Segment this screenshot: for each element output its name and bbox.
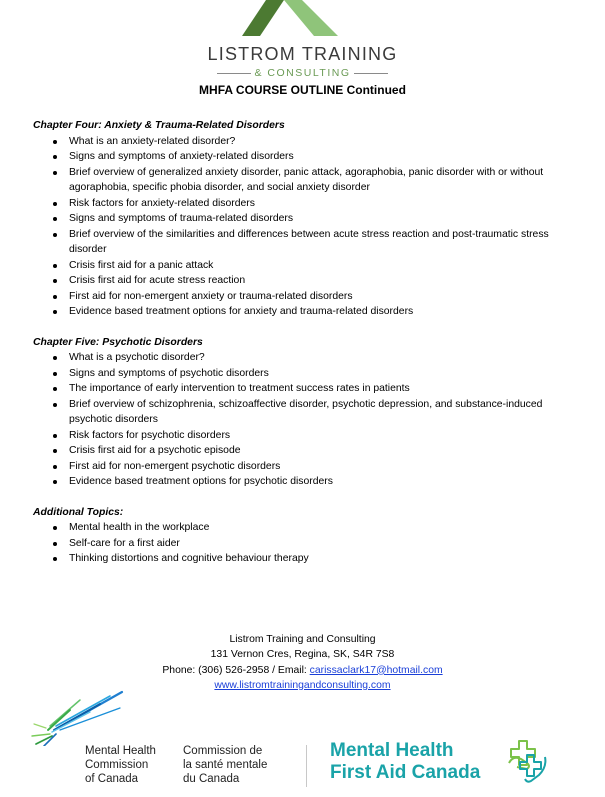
section-heading: Chapter Five: Psychotic Disorders (33, 336, 203, 348)
logo-divider (306, 745, 307, 787)
bullet-list (33, 134, 573, 320)
list-item: Thinking distortions and cognitive behaviour therapy (33, 551, 573, 567)
list-item: Self-care for a first aider (33, 536, 573, 552)
course-outline (33, 118, 573, 582)
list-item: First aid for non-emergent anxiety or trauma-related disorders (33, 289, 573, 305)
mhcc-fr-line: la santé mentale (183, 759, 268, 771)
brand-subtitle-text: & CONSULTING (254, 67, 351, 79)
subtitle-rule-left (217, 73, 251, 74)
mhfa-line: Mental Health (330, 740, 454, 761)
list-item: Mental health in the workplace (33, 520, 573, 536)
website-link[interactable]: www.listromtrainingandconsulting.com (214, 679, 391, 691)
mhcc-en-line: Mental Health (85, 745, 156, 757)
section-chapter-five (33, 335, 573, 490)
list-item: Risk factors for psychotic disorders (33, 428, 573, 444)
document-title: MHFA COURSE OUTLINE Continued (199, 83, 406, 97)
list-item: Crisis first aid for a psychotic episode (33, 443, 573, 459)
list-item: What is a psychotic disorder? (33, 350, 573, 366)
brand-name: LISTROM TRAINING (207, 44, 398, 64)
bullet-list (33, 520, 573, 567)
list-item: Evidence based treatment options for anxiety and trauma-related disorders (33, 304, 573, 320)
list-item: Crisis first aid for acute stress reaction (33, 273, 573, 289)
footer-phone-line (0, 663, 605, 678)
list-item: Signs and symptoms of anxiety-related disorders (33, 149, 573, 165)
listrom-logo-icon (242, 0, 338, 36)
mhcc-fr-line: du Canada (183, 773, 240, 785)
subtitle-rule-right (354, 73, 388, 74)
mhfa-hands-cross-icon (505, 737, 549, 783)
section-additional-topics (33, 505, 573, 567)
list-item: Evidence based treatment options for psychotic disorders (33, 474, 573, 490)
mhfa-logo-text (330, 740, 480, 784)
section-heading: Chapter Four: Anxiety & Trauma-Related Disorders (33, 120, 285, 131)
section-heading: Additional Topics: (33, 506, 124, 518)
mhcc-english-name (85, 744, 156, 786)
mhcc-french-name (183, 744, 267, 786)
list-item: Brief overview of the similarities and differences between acute stress reaction and post-traumatic stress disorder (33, 227, 573, 258)
list-item: Signs and symptoms of psychotic disorders (33, 366, 573, 382)
section-chapter-four (33, 118, 573, 320)
list-item: The importance of early intervention to treatment success rates in patients (33, 381, 573, 397)
list-item: Signs and symptoms of trauma-related disorders (33, 211, 573, 227)
list-item: Brief overview of generalized anxiety disorder, panic attack, agoraphobia, panic disorder with or without agoraphobia, specific phobia disorder, and social anxiety disorder (33, 165, 573, 196)
footer-phone: Phone: (306) 526-2958 / Email: (162, 664, 310, 676)
email-link[interactable]: carissaclark17@hotmail.com (309, 664, 443, 676)
bullet-list (33, 350, 573, 490)
contact-footer (0, 632, 605, 693)
list-item: Crisis first aid for a panic attack (33, 258, 573, 274)
list-item: First aid for non-emergent psychotic disorders (33, 459, 573, 475)
brand-subtitle (0, 67, 605, 79)
footer-address: 131 Vernon Cres, Regina, SK, S4R 7S8 (210, 649, 395, 661)
list-item: Brief overview of schizophrenia, schizoaffective disorder, psychotic depression, and substance-induced psychotic disorders (33, 397, 573, 428)
mhcc-fr-line: Commission de (183, 745, 263, 757)
mhcc-en-line: of Canada (85, 773, 139, 785)
mhcc-burst-icon (30, 690, 126, 746)
footer-company: Listrom Training and Consulting (229, 634, 376, 645)
list-item: Risk factors for anxiety-related disorders (33, 196, 573, 212)
list-item: What is an anxiety-related disorder? (33, 134, 573, 150)
mhcc-en-line: Commission (85, 759, 149, 771)
mhfa-line: First Aid Canada (330, 762, 481, 783)
